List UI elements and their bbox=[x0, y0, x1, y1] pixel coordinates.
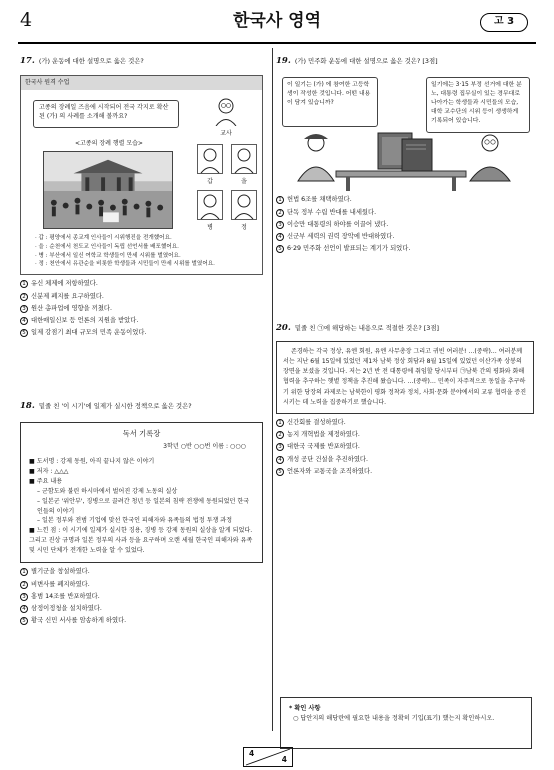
person-label: 정 bbox=[241, 223, 247, 231]
option-marker: 1 bbox=[276, 419, 284, 427]
q18-options bbox=[20, 566, 263, 627]
page-title: 한국사 영역 bbox=[232, 11, 322, 31]
question-number: 18. bbox=[20, 401, 35, 412]
option-4[interactable]: 4 신군부 세력의 권력 장악에 반대하였다. bbox=[276, 231, 534, 243]
option-2[interactable]: 2 신분제 폐지를 요구하였다. bbox=[20, 291, 263, 303]
question-number: 19. bbox=[276, 56, 291, 66]
question-stem: (가) 민주화 운동에 대한 설명으로 옳은 것은? [3점] bbox=[294, 57, 438, 65]
option-marker: 3 bbox=[276, 221, 284, 229]
option-2[interactable]: 2 비변사를 폐지하였다. bbox=[20, 579, 263, 591]
log-title: 독서 기록장 bbox=[122, 428, 161, 438]
photo-caption: <고종의 장례 행렬 모습> bbox=[75, 140, 143, 148]
option-marker: 4 bbox=[20, 317, 28, 325]
grade-badge: 고 3 bbox=[480, 13, 528, 32]
student-eul-figure bbox=[231, 144, 257, 185]
person-label: 병 bbox=[207, 223, 213, 231]
guest-speech-bubble: 일기에는 3·15 부정 선거에 대한 분노, 대통령 집무실이 있는 경무대로 나아가는 학생들과 시민들의 모습, 대학 교수단의 시위 등이 생생하게 기록되어 있습니다. bbox=[426, 77, 530, 133]
log-content-2: – 일본군 '위안부', 징병으로 끌려간 청년 등 일본의 침략 전쟁에 동원되었던 한국인들의 이야기 bbox=[37, 497, 250, 515]
student-illustration bbox=[197, 144, 223, 174]
interview-illustration bbox=[276, 129, 534, 191]
log-author: ■ 저자 : △△△ bbox=[29, 468, 69, 476]
header-rule bbox=[18, 42, 536, 44]
option-2[interactable]: 2 농지 개혁법을 제정하였다. bbox=[276, 429, 534, 441]
log-content-3: – 일본 정부와 전범 기업에 맞선 한국인 피해자와 유족들의 법정 투쟁 과정 bbox=[37, 517, 233, 525]
option-marker: 2 bbox=[276, 431, 284, 439]
notice-body: ○ 답안지의 해당란에 필요한 내용을 정확히 기입(표기) 했는지 확인하시오. bbox=[293, 714, 495, 722]
log-content-1: – 군함도와 불린 하시마에서 벌어진 강제 노동의 실상 bbox=[37, 488, 178, 496]
student-byeong-figure bbox=[197, 190, 223, 231]
left-column bbox=[20, 56, 263, 627]
option-marker: 3 bbox=[20, 593, 28, 601]
page-indicator bbox=[243, 747, 293, 767]
check-notice bbox=[280, 697, 532, 749]
q17-options bbox=[20, 278, 263, 339]
option-5[interactable]: 5 일제 강점기 최대 규모의 민족 운동이었다. bbox=[20, 327, 263, 339]
option-marker: 2 bbox=[20, 581, 28, 589]
box-title: 한국사 원격 수업 bbox=[21, 76, 262, 90]
funeral-procession-photo bbox=[43, 151, 173, 229]
option-3[interactable]: 3 홍범 14조를 반포하였다. bbox=[20, 591, 263, 603]
remark-gap: · 갑 : 평양에서 종교계 인사들이 시위행진을 전개했어요. bbox=[35, 235, 172, 242]
option-5[interactable]: 5 황국 신민 서사를 암송하게 하였다. bbox=[20, 615, 263, 627]
option-marker: 5 bbox=[276, 468, 284, 476]
q19-options bbox=[276, 194, 534, 255]
log-book: ■ 도서명 : 강제 동원, 아직 끝나지 않은 이야기 bbox=[29, 458, 155, 466]
option-marker: 5 bbox=[20, 329, 28, 337]
student-remarks bbox=[35, 234, 257, 269]
teacher-figure bbox=[213, 96, 239, 137]
option-1[interactable]: 1 헌법 6조를 채택하였다. bbox=[276, 194, 534, 206]
option-marker: 3 bbox=[20, 305, 28, 313]
option-4[interactable]: 4 대한매일신보 등 언론의 지원을 받았다. bbox=[20, 315, 263, 327]
option-marker: 4 bbox=[276, 456, 284, 464]
option-marker: 2 bbox=[20, 293, 28, 301]
student-jeong-figure bbox=[231, 190, 257, 231]
student-illustration bbox=[231, 190, 257, 220]
student-illustration bbox=[231, 144, 257, 174]
person-label: 갑 bbox=[207, 177, 213, 185]
person-label: 교사 bbox=[220, 129, 232, 137]
option-3[interactable]: 3 원산 총파업에 영향을 끼쳤다. bbox=[20, 303, 263, 315]
total-pages: 4 bbox=[281, 754, 287, 764]
current-page: 4 bbox=[249, 749, 255, 758]
question-19 bbox=[276, 56, 534, 67]
option-4[interactable]: 4 삼정이정청을 설치하였다. bbox=[20, 603, 263, 615]
option-marker: 1 bbox=[276, 196, 284, 204]
question-stem: 밑줄 친 ㉠에 해당하는 내용으로 적절한 것은? [3점] bbox=[294, 324, 440, 333]
option-marker: 1 bbox=[20, 568, 28, 576]
question-number: 17. bbox=[20, 56, 35, 66]
option-1[interactable]: 1 별기군을 창설하였다. bbox=[20, 566, 263, 578]
q20-options bbox=[276, 417, 534, 478]
option-marker: 1 bbox=[20, 280, 28, 288]
right-column bbox=[276, 56, 534, 478]
option-2[interactable]: 2 단독 정부 수립 반대를 내세웠다. bbox=[276, 207, 534, 219]
notice-title: * 확인 사항 bbox=[289, 705, 321, 712]
option-4[interactable]: 4 개성 공단 건설을 추진하였다. bbox=[276, 454, 534, 466]
option-marker: 2 bbox=[276, 209, 284, 217]
option-marker: 5 bbox=[20, 617, 28, 625]
option-1[interactable]: 1 신간회를 결성하였다. bbox=[276, 417, 534, 429]
log-meta: 3학년 ○반 ○○번 이름 : ○○○ bbox=[163, 442, 246, 450]
column-divider bbox=[272, 48, 273, 731]
option-marker: 4 bbox=[20, 605, 28, 613]
interview-scene bbox=[276, 73, 534, 191]
option-3[interactable]: 3 이승만 대통령의 하야를 이끌어 냈다. bbox=[276, 219, 534, 231]
speech-bubble: 고종의 장례일 즈음에 시작되어 전국 각지로 확산된 (가) 의 사례를 소개해 볼까요? bbox=[33, 100, 179, 128]
option-marker: 5 bbox=[276, 245, 284, 253]
option-marker: 3 bbox=[276, 443, 284, 451]
remark-eul: · 을 : 순천에서 천도교 인사들이 독립 선언서를 배포했어요. bbox=[35, 244, 179, 251]
student-gap-figure bbox=[197, 144, 223, 185]
speech-passage-box: 존경하는 각국 정상, 유엔 회원, 유엔 사무총장 그리고 귀빈 여러분! …(중략)… 여러분께서는 지난 6월 15일에 있었던 제1차 남북 정상 회담과 8월 15일에 있었던 이산가족 상봉의 장면을 보셨을 것입니다. 저는 2년 반 전 대통령에 취임할 당시부터 ㉠남북 간의 평화와 화해 협력을 추구하는 햇볕 정책을 추진해 왔습니다. …(중략)… 민족이 자주적으로 동일을 추구하기 위한 당장의 과제로는 남북한이 평화 정착과 정치, 사회·문화 분야에서의 교류 협력을 증진시키는 데 노력을 집중하기로 했습니다. bbox=[276, 341, 534, 414]
question-17 bbox=[20, 56, 263, 67]
host-speech-bubble: 이 일기는 (가) 에 참여한 고등학생이 작성한 것입니다. 어떤 내용이 담겨 있습니까? bbox=[282, 77, 378, 127]
option-marker: 4 bbox=[276, 233, 284, 241]
teacher-illustration bbox=[213, 96, 239, 126]
remark-byeong: · 병 : 부산에서 일신 여학교 학생들이 만세 시위를 벌였어요. bbox=[35, 252, 181, 259]
student-illustration bbox=[197, 190, 223, 220]
option-3[interactable]: 3 대한국 국제를 반포하였다. bbox=[276, 441, 534, 453]
question-18 bbox=[20, 401, 263, 412]
option-5[interactable]: 5 언론자와 교통국을 조직하였다. bbox=[276, 466, 534, 478]
option-5[interactable]: 5 6·29 민주화 선언이 발표되는 계기가 되었다. bbox=[276, 243, 534, 255]
question-stem: (가) 운동에 대한 설명으로 옳은 것은? bbox=[38, 57, 144, 65]
person-label: 을 bbox=[241, 177, 247, 185]
log-impression: ■ 느낀 점 : 이 시기에 일제가 실시한 징용, 징병 등 강제 동원의 실상을 알게 되었다. 그리고 진상 규명과 일본 정부의 사과 등을 요구하며 오랜 세월 한국인 피해자와 유족 및 시민 단체가 전개한 노력을 알 수 있었다. bbox=[29, 527, 253, 555]
option-1[interactable]: 1 유신 체제에 저항하였다. bbox=[20, 278, 263, 290]
reading-log-box bbox=[20, 422, 263, 563]
question-stem: 밑줄 친 '이 시기'에 일제가 실시한 정책으로 옳은 것은? bbox=[38, 402, 192, 411]
q17-materials-box bbox=[20, 75, 263, 275]
question-number: 20. bbox=[276, 323, 291, 334]
question-20 bbox=[276, 323, 534, 334]
remark-jeong: · 정 : 천안에서 유관순을 비롯한 학생들과 시민들이 만세 시위를 벌였어요. bbox=[35, 261, 215, 268]
page-number: 4 bbox=[20, 9, 33, 31]
log-content-head: ■ 주요 내용 bbox=[29, 478, 63, 486]
